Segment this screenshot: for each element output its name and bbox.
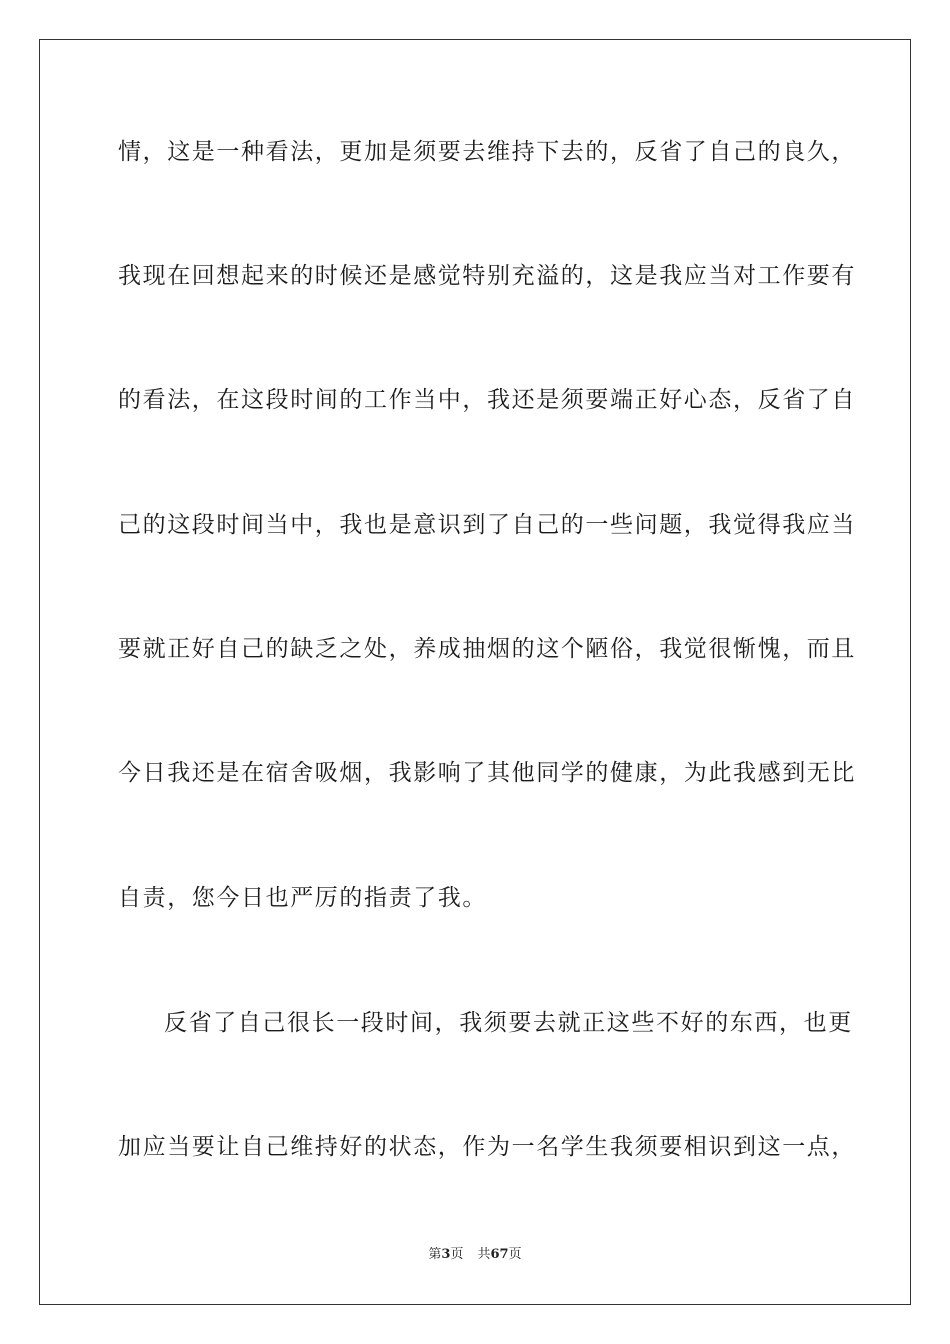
total-prefix: 共 (477, 1247, 491, 1262)
paragraph-line: 己的这段时间当中，我也是意识到了自己的一些问题，我觉得我应当 (118, 512, 856, 538)
paragraph-line: 情，这是一种看法，更加是须要去维持下去的，反省了自己的良久， (118, 139, 856, 165)
page-footer (0, 1246, 950, 1264)
paragraph-line: 我现在回想起来的时候还是感觉特别充溢的，这是我应当对工作要有 (118, 263, 856, 289)
paragraph-line: 的看法，在这段时间的工作当中，我还是须要端正好心态，反省了自 (118, 387, 856, 413)
total-suffix: 页 (508, 1247, 522, 1262)
page-prefix: 第 (428, 1247, 442, 1262)
paragraph-line: 加应当要让自己维持好的状态，作为一名学生我须要相识到这一点， (118, 1134, 856, 1160)
paragraph-line-indented: 反省了自己很长一段时间，我须要去就正这些不好的东西，也更 (164, 1010, 853, 1036)
page-border (39, 39, 911, 1305)
page-suffix: 页 (450, 1247, 464, 1262)
paragraph-line: 自责，您今日也严厉的指责了我。 (118, 885, 487, 911)
page-number: 3 (441, 1247, 451, 1262)
paragraph-line: 今日我还是在宿舍吸烟，我影响了其他同学的健康，为此我感到无比 (118, 760, 856, 786)
total-pages: 67 (490, 1247, 509, 1262)
paragraph-line: 要就正好自己的缺乏之处，养成抽烟的这个陋俗，我觉很惭愧，而且 (118, 636, 856, 662)
